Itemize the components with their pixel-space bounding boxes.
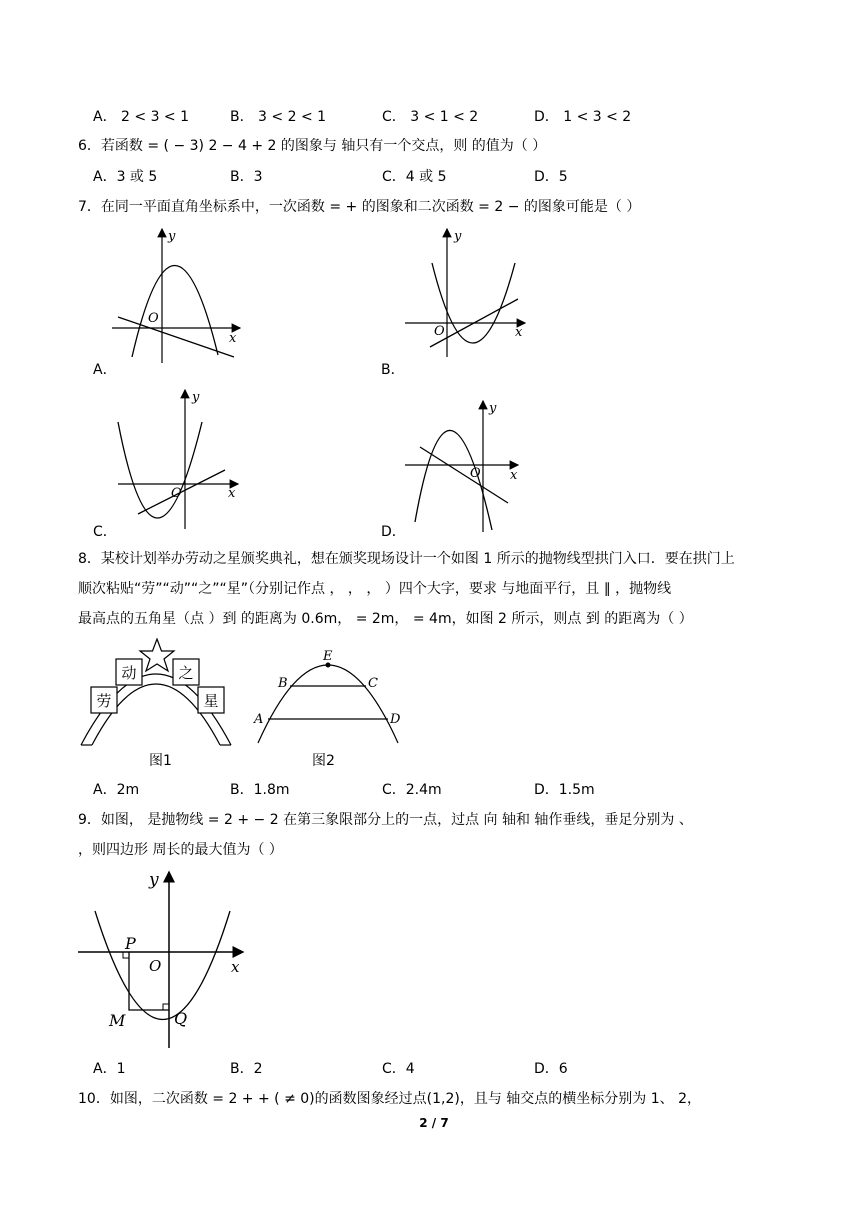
label-d: D bbox=[390, 712, 401, 727]
char-lao: 劳 bbox=[96, 692, 112, 710]
y-label: y bbox=[149, 870, 159, 890]
x-label: x bbox=[231, 958, 240, 976]
q6-stem: 6．若函数 = ( − 3) 2 − 4 + 2 的图象与 轴只有一个交点，则 的值为（ ） bbox=[78, 138, 547, 154]
x-label: x bbox=[229, 331, 237, 346]
origin-label: O bbox=[171, 486, 182, 501]
x-label: x bbox=[228, 486, 236, 501]
q7-stem: 7．在同一平面直角坐标系中，一次函数 = + 的图象和二次函数 = 2 − 的图象可能是（ ） bbox=[78, 199, 641, 215]
q9-line2: ，则四边形 周长的最大值为（ ） bbox=[78, 842, 283, 858]
q9-option-b: B．2 bbox=[230, 1061, 263, 1077]
q7-graph-d bbox=[400, 397, 530, 537]
y-label: y bbox=[454, 229, 462, 244]
q8-line3: 最高点的五角星（点 ）到 的距离为 0.6m， = 2m， = 4m，如图 2 所示，则点 到 的距离为（ ） bbox=[78, 611, 693, 627]
parabola bbox=[95, 911, 230, 1020]
origin-label: O bbox=[434, 324, 445, 339]
q7-graph-b bbox=[400, 225, 535, 365]
x-label: x bbox=[510, 468, 518, 483]
origin-label: O bbox=[149, 957, 162, 975]
label-e: E bbox=[323, 649, 333, 664]
q9-option-a: A．1 bbox=[93, 1061, 126, 1077]
q7-graph-a bbox=[110, 225, 245, 365]
right-angle-q bbox=[163, 1004, 169, 1010]
q8-fig1-caption: 图1 bbox=[149, 753, 172, 769]
q8-option-b: B．1.8m bbox=[230, 782, 290, 798]
origin-label: O bbox=[470, 466, 481, 481]
q7-graph-c bbox=[110, 386, 245, 531]
q7-label-c: C． bbox=[93, 524, 117, 540]
label-a: A bbox=[254, 712, 264, 727]
point-q-label: Q bbox=[174, 1009, 188, 1028]
q7-label-a: A． bbox=[93, 362, 117, 378]
line bbox=[420, 447, 508, 503]
q8-line2: 顺次粘贴“劳”“动”“之”“星”（分别记作点 ， ， ， ）四个大字，要求 与地面平行，且 ∥ ，抛物线 bbox=[78, 581, 672, 597]
q8-line1: 8．某校计划举办劳动之星颁奖典礼，想在颁奖现场设计一个如图 1 所示的抛物线型拱门入口．要在拱门上 bbox=[78, 551, 735, 567]
q9-figure bbox=[75, 868, 250, 1053]
q8-figure-2 bbox=[250, 645, 405, 750]
y-label: y bbox=[192, 390, 200, 405]
q6-option-b: B．3 bbox=[230, 169, 263, 185]
y-label: y bbox=[489, 401, 497, 416]
q6-option-a: A．3 或 5 bbox=[93, 169, 158, 185]
q7-label-d: D． bbox=[381, 524, 406, 540]
point-p-label: P bbox=[125, 934, 136, 953]
char-xing: 星 bbox=[203, 692, 219, 710]
q8-option-a: A．2m bbox=[93, 782, 140, 798]
q5-option-d: D． 1 < 3 < 2 bbox=[534, 109, 632, 125]
star-icon bbox=[140, 639, 174, 671]
point-m-label: M bbox=[109, 1011, 126, 1030]
q7-label-b: B． bbox=[381, 362, 405, 378]
parabola bbox=[132, 265, 218, 357]
q5-option-a: A． 2 < 3 < 1 bbox=[93, 109, 190, 125]
q9-option-c: C．4 bbox=[382, 1061, 415, 1077]
q8-option-d: D．1.5m bbox=[534, 782, 595, 798]
q8-fig2-caption: 图2 bbox=[312, 753, 335, 769]
q8-figure-1 bbox=[78, 638, 238, 753]
q6-option-c: C．4 或 5 bbox=[382, 169, 447, 185]
q10-stem: 10．如图，二次函数 = 2 + + ( ≠ 0)的函数图象经过点(1,2)，且与 轴交点的横坐标分别为 1、 2， bbox=[78, 1091, 701, 1107]
q5-option-b: B． 3 < 2 < 1 bbox=[230, 109, 327, 125]
char-dong: 动 bbox=[121, 664, 137, 682]
q5-option-c: C． 3 < 1 < 2 bbox=[382, 109, 479, 125]
label-b: B bbox=[278, 676, 288, 691]
q8-option-c: C．2.4m bbox=[382, 782, 442, 798]
char-zhi: 之 bbox=[178, 664, 194, 682]
q6-option-d: D．5 bbox=[534, 169, 568, 185]
q9-option-d: D．6 bbox=[534, 1061, 568, 1077]
y-label: y bbox=[168, 229, 176, 244]
origin-label: O bbox=[148, 311, 159, 326]
x-label: x bbox=[515, 325, 523, 340]
line bbox=[118, 317, 234, 357]
label-c: C bbox=[368, 676, 378, 691]
q9-line1: 9．如图， 是抛物线 = 2 + − 2 在第三象限部分上的一点，过点 向 轴和 轴作垂线，垂足分别为 、 bbox=[78, 812, 693, 828]
page-number: 2 / 7 bbox=[419, 1116, 449, 1130]
